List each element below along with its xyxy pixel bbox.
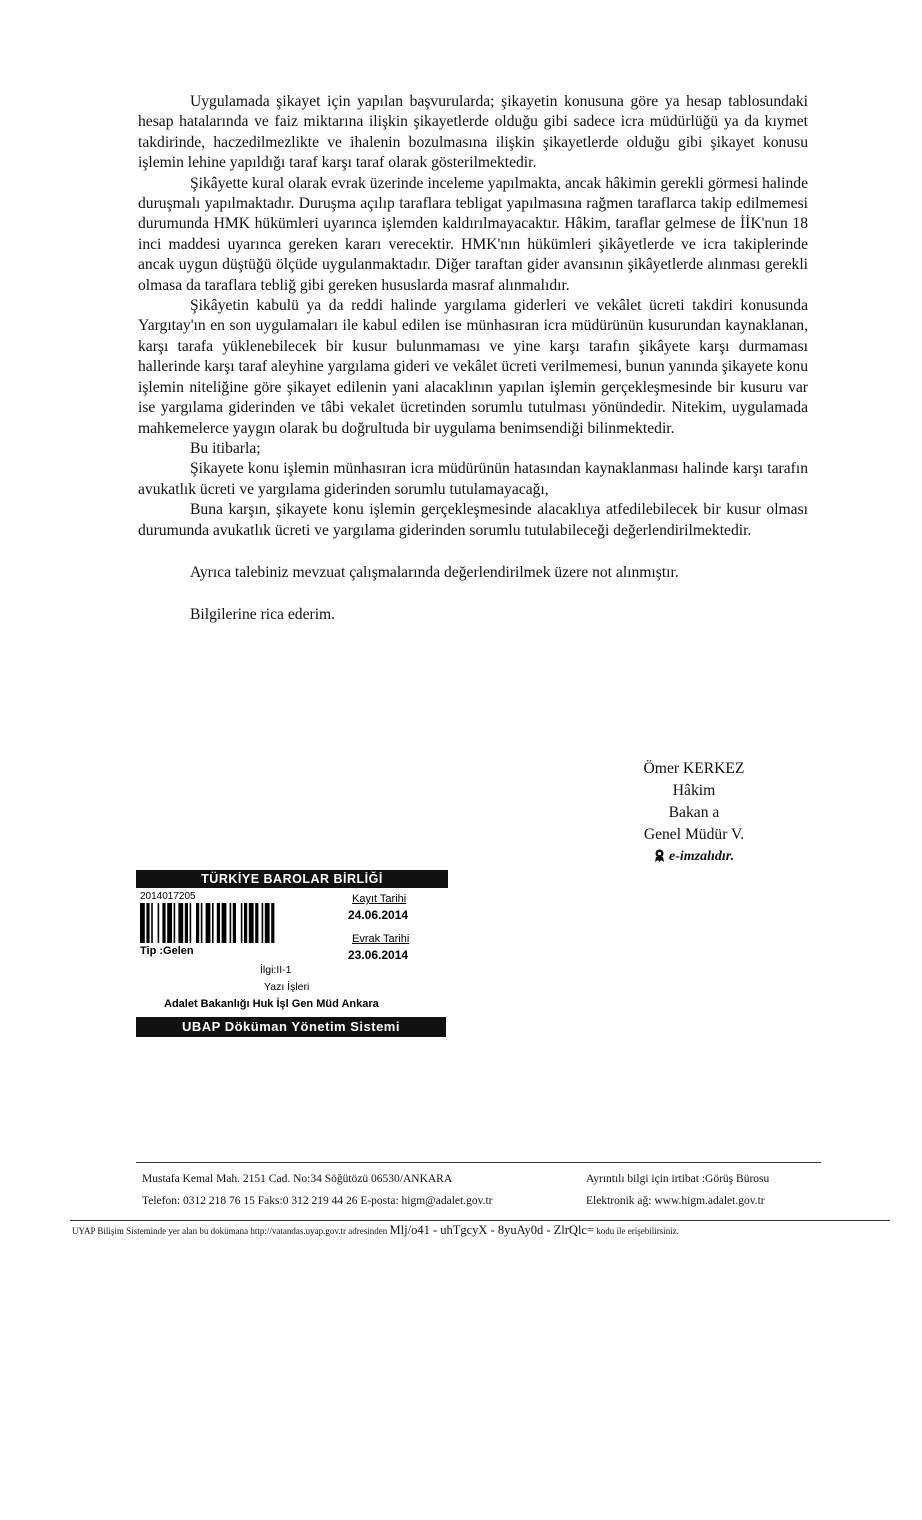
footer	[142, 1168, 812, 1212]
signer-title-1: Hâkim	[672, 782, 716, 799]
registry-stamp	[136, 870, 448, 1038]
paragraph-5: Şikayete konu işlemin münhasıran icra müdürünün hatasından kaynaklanması halinde karşı tarafın avukatlık ücreti ve yargılama giderinden sorumlu tutulamayacağı,	[138, 460, 808, 498]
uyap-code: Mlj/o41 - uhTgcyX - 8yuAy0d - ZlrQlc=	[389, 1223, 595, 1237]
uyap-line	[72, 1222, 892, 1239]
paragraph-7: Ayrıca talebiniz mevzuat çalışmalarında değerlendirilmek üzere not alınmıştır.	[190, 563, 679, 581]
stamp-department: Yazı İşleri	[264, 981, 310, 993]
paragraph-3: Şikâyetin kabulü ya da reddi halinde yargılama giderleri ve vekâlet ücreti takdiri konusunda Yargıtay'ın en son uygulamaları ile kabul edilen ise münhasıran icra müdürünün kusurundan kaynaklanan, karşı tarafa yüklenebilecek bir kusur bulunmaması ve yine karşı tarafın şikâyete karşı durmaması hallerinde karşı taraf aleyhine yargılama gideri ve vekâlet ücreti verilmemesi, bunun yanında şikayete konu işlemin niteliğine göre şikayet edilenin yani alacaklının yapılan işlemin gerçekleşmesinde bir kusuru var ise yargılama giderinden ve tâbi vekalet ücretinden sorumlu tutulması yönündedir. Nitekim, uygulamada mahkemelerce yaygın olarak bu doğrultuda bir uygulama benimsendiği bilinmektedir.	[138, 297, 808, 437]
uyap-prefix: UYAP Bilişim Sisteminde yer alan bu dokümana http://vatandas.uyap.gov.tr adresinden	[72, 1226, 388, 1236]
barcode-number: 2014017205	[140, 891, 196, 902]
barcode-icon	[140, 903, 330, 943]
signature-block	[614, 758, 774, 868]
kayit-date: 24.06.2014	[348, 908, 409, 922]
signer-title-2: Bakan a	[668, 804, 720, 821]
paragraph-1: Uygulamada şikayet için yapılan başvurularda; şikayetin konusuna göre ya hesap tablosundaki hesap hatalarında ve faiz miktarına ilişkin şikayetlerde olduğu gibi sadece icra müdürlüğü ya da kıymet takdirinde, haczedilmezlikte ve ihalenin bozulmasına ilişkin şikayetlerde olduğu gibi şikayet konusu işlemin lehine yapıldığı taraf karşı taraf olarak gösterilmektedir.	[138, 93, 808, 172]
signer-title-3: Genel Müdür V.	[643, 826, 745, 843]
paragraph-2: Şikâyette kural olarak evrak üzerinde inceleme yapılmakta, ancak hâkimin gerekli görmesi halinde duruşmalı yapılmaktadır. Duruşma açılıp taraflara tebligat yapılmasına rağmen taraflarca takip edilmemesi durumunda HMK hükümleri uyarınca işlemden kaldırılmayacaktır. Hâkim, taraflar gelmese de İİK'nun 18 inci maddesi uyarınca gereken kararı verecektir. HMK'nın hükümleri şikâyetlerde ve icra takiplerinde ancak uygun düştüğü ölçüde uygulanmaktadır. Diğer taraftan gider avansının şikâyetlerde alınması gerekli olmasa da taraflara tebliğ gibi gereken hususlarda masraf alınmalıdır.	[138, 174, 808, 294]
footer-web: Elektronik ağ: www.higm.adalet.gov.tr	[586, 1195, 765, 1207]
signer-name: Ömer KERKEZ	[643, 760, 745, 777]
kayit-label: Kayıt Tarihi	[352, 893, 407, 905]
uyap-suffix: kodu ile erişebilirsiniz.	[596, 1226, 679, 1236]
footer-address: Mustafa Kemal Mah. 2151 Cad. No:34 Söğütözü 06530/ANKARA	[142, 1173, 453, 1185]
stamp-ilgi: İlgi:II-1	[260, 964, 292, 976]
evrak-label: Evrak Tarihi	[352, 933, 410, 945]
esign-seal-icon	[654, 849, 665, 862]
footer-divider	[136, 1162, 821, 1163]
footer-phone: Telefon: 0312 218 76 15 Faks:0 312 219 44 26 E-posta: higm@adalet.gov.tr	[142, 1195, 493, 1207]
esign-text: e-imzalıdır.	[669, 849, 734, 864]
letter-body	[138, 92, 808, 626]
stamp-footer: UBAP Döküman Yönetim Sistemi	[136, 1017, 446, 1037]
footer-contact: Ayrıntılı bilgi için irtibat :Görüş Bürosu	[586, 1173, 770, 1185]
stamp-header: TÜRKİYE BAROLAR BİRLİĞİ	[136, 870, 448, 888]
esign-line	[614, 846, 774, 868]
stamp-institution: Adalet Bakanlığı Huk İşl Gen Müd Ankara	[164, 998, 379, 1010]
uyap-divider	[70, 1220, 890, 1221]
paragraph-6: Buna karşın, şikayete konu işlemin gerçekleşmesinde alacaklıya atfedilebilecek bir kusur olması durumunda avukatlık ücreti ve yargılama giderinden sorumlu tutulabileceği değerlendirilmektedir.	[138, 501, 808, 539]
stamp-type: Tip :Gelen	[140, 945, 194, 957]
evrak-date: 23.06.2014	[348, 948, 409, 962]
paragraph-8: Bilgilerine rica ederim.	[190, 606, 336, 624]
paragraph-4: Bu itibarla;	[190, 439, 261, 457]
